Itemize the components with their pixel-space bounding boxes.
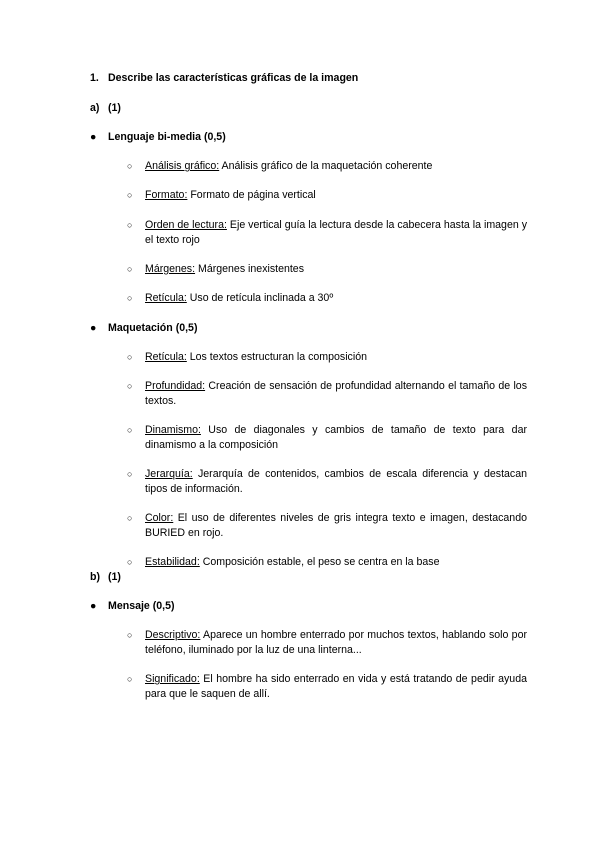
item-analisis-grafico [145, 159, 527, 174]
sub-bullet: ○ [127, 630, 133, 640]
question-number: 1. [90, 72, 99, 84]
sub-bullet: ○ [127, 557, 133, 567]
item-term: Significado: [145, 673, 200, 685]
sub-bullet: ○ [127, 190, 133, 200]
section-bullet: ● [90, 600, 97, 612]
item-term: Orden de lectura: [145, 219, 227, 231]
item-text: Los textos estructuran la composición [186, 351, 367, 363]
item-color [145, 511, 527, 541]
item-text: Composición estable, el peso se centra en la base [199, 556, 440, 568]
item-text: Márgenes inexistentes [195, 263, 305, 275]
item-term: Color: [145, 512, 174, 524]
part-a-label: a) [90, 102, 100, 114]
part-a-points: (1) [108, 102, 121, 114]
item-orden-lectura [145, 218, 527, 248]
sub-bullet: ○ [127, 469, 133, 479]
sub-bullet: ○ [127, 161, 133, 171]
item-text: El hombre ha sido enterrado en vida y está tratando de pedir ayuda para que le saquen de allí. [145, 673, 527, 700]
sub-bullet: ○ [127, 220, 133, 230]
item-term: Jerarquía: [145, 468, 193, 480]
item-text: Formato de página vertical [187, 189, 316, 201]
section-title-lenguaje: Lenguaje bi-media (0,5) [108, 131, 226, 143]
item-jerarquia [145, 467, 527, 497]
item-estabilidad [145, 555, 527, 570]
item-profundidad [145, 379, 527, 409]
item-significado [145, 672, 527, 702]
item-term: Retícula: [145, 351, 187, 363]
sub-bullet: ○ [127, 293, 133, 303]
sub-bullet: ○ [127, 381, 133, 391]
item-text: Eje vertical guía la lectura desde la cabecera hasta la imagen y el texto rojo [145, 219, 527, 246]
sub-bullet: ○ [127, 264, 133, 274]
item-reticula-2 [145, 350, 527, 365]
item-term: Estabilidad: [145, 556, 200, 568]
part-b-points: (1) [108, 571, 121, 583]
item-text: Uso de retícula inclinada a 30º [186, 292, 334, 304]
item-term: Formato: [145, 189, 188, 201]
question-title: Describe las características gráficas de la imagen [108, 72, 359, 84]
sub-bullet: ○ [127, 513, 133, 523]
sub-bullet: ○ [127, 352, 133, 362]
item-term: Retícula: [145, 292, 187, 304]
item-text: Aparece un hombre enterrado por muchos textos, hablando solo por teléfono, iluminado por la luz de una linterna... [145, 629, 527, 656]
section-title-maquetacion: Maquetación (0,5) [108, 322, 198, 334]
part-b-label: b) [90, 571, 100, 583]
sub-bullet: ○ [127, 674, 133, 684]
item-text: Uso de diagonales y cambios de tamaño de texto para dar dinamismo a la composición [145, 424, 527, 451]
sub-bullet: ○ [127, 425, 133, 435]
item-text: Creación de sensación de profundidad alternando el tamaño de los textos. [145, 380, 527, 407]
item-text: Análisis gráfico de la maquetación coherente [219, 160, 433, 172]
item-term: Profundidad: [145, 380, 206, 392]
item-term: Márgenes: [145, 263, 196, 275]
item-margenes [145, 262, 527, 277]
item-descriptivo [145, 628, 527, 658]
item-term: Análisis gráfico: [145, 160, 220, 172]
item-term: Dinamismo: [145, 424, 201, 436]
section-title-mensaje: Mensaje (0,5) [108, 600, 175, 612]
item-reticula [145, 291, 527, 306]
item-text: Jerarquía de contenidos, cambios de escala diferencia y destacan tipos de información. [145, 468, 527, 495]
section-bullet: ● [90, 322, 97, 334]
item-text: El uso de diferentes niveles de gris integra texto e imagen, destacando BURIED en rojo. [145, 512, 527, 539]
section-bullet: ● [90, 131, 97, 143]
item-dinamismo [145, 423, 527, 453]
item-formato [145, 188, 527, 203]
item-term: Descriptivo: [145, 629, 201, 641]
